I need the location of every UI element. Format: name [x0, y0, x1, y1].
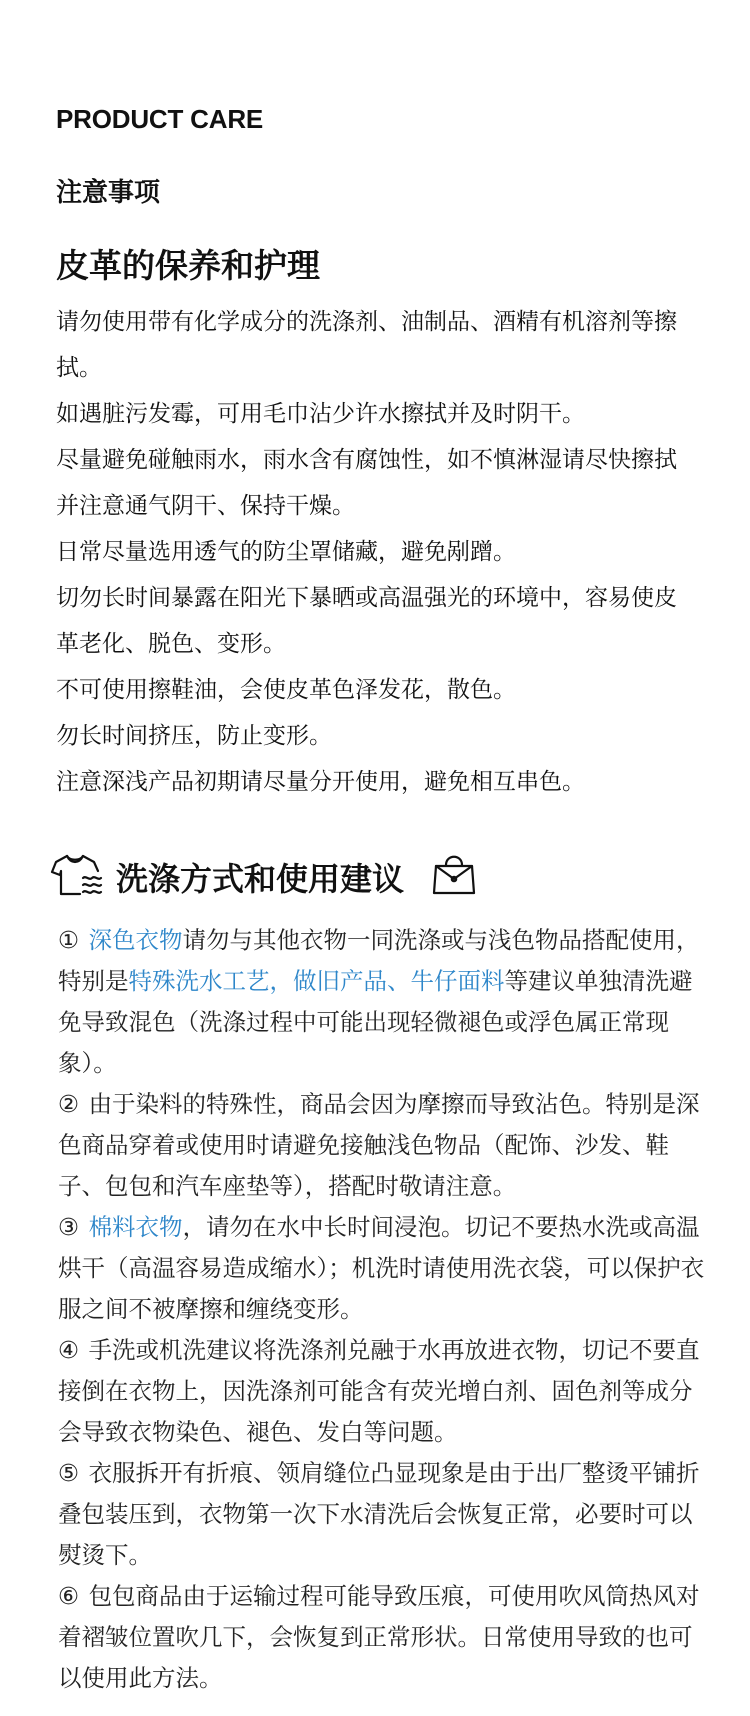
item-text: ，请勿在水中长时间浸泡。切记不要热水洗或高温烘干（高温容易造成缩水）；机洗时请使用洗衣袋，可以保护衣服之间不被摩擦和缠绕变形。	[58, 1213, 705, 1323]
leather-tip: 不可使用擦鞋油，会使皮革色泽发花，散色。	[56, 677, 516, 703]
highlight-text: 棉料衣物	[88, 1213, 183, 1241]
item-text: 等建议单独清洗避免导致混色（洗涤过程中可能出现轻微褪色或浮色属正常现象）。	[58, 967, 693, 1077]
product-care-title: PRODUCT CARE	[56, 104, 264, 134]
item-number: ⑤	[58, 1459, 80, 1487]
item-text: 请勿与其他衣物一同洗涤或与浅色物品搭配使用，特别是	[58, 926, 700, 995]
item-text: 手洗或机洗建议将洗涤剂兑融于水再放进衣物，切记不要直接倒在衣物上，因洗涤剂可能含有荧光增白剂、固色剂等成分会导致衣物染色、褪色、发白等问题。	[58, 1336, 700, 1446]
wash-section-heading	[50, 848, 550, 904]
handbag-icon	[432, 850, 476, 900]
item-text: 由于染料的特殊性，商品会因为摩擦而导致沾色。特别是深色商品穿着或使用时请避免接触浅色物品（配饰、沙发、鞋子、包包和汽车座垫等），搭配时敬请注意。	[58, 1090, 700, 1200]
item-number: ④	[58, 1336, 80, 1364]
item-text: 衣服拆开有折痕、领肩缝位凸显现象是由于出厂整烫平铺折叠包装压到，衣物第一次下水清洗后会恢复正常，必要时可以熨烫下。	[58, 1459, 700, 1569]
leather-tip: 切勿长时间暴露在阳光下暴晒或高温强光的环境中，容易使皮革老化、脱色、变形。	[56, 585, 677, 657]
highlight-text: 深色衣物	[88, 926, 183, 954]
item-number: ③	[58, 1213, 80, 1241]
leather-tip: 日常尽量选用透气的防尘罩储藏，避免剐蹭。	[56, 539, 516, 565]
leather-tip: 注意深浅产品初期请尽量分开使用，避免相互串色。	[56, 769, 585, 795]
leather-tip: 勿长时间挤压，防止变形。	[56, 723, 332, 749]
wash-advice-item	[58, 1207, 706, 1330]
leather-tip: 如遇脏污发霉，可用毛巾沾少许水擦拭并及时阴干。	[56, 401, 585, 427]
item-text: 包包商品由于运输过程可能导致压痕，可使用吹风筒热风对着褶皱位置吹几下，会恢复到正常形状。日常使用导致的也可以使用此方法。	[58, 1582, 700, 1692]
wash-section-title: 洗涤方式和使用建议	[116, 860, 405, 898]
t-shirt-wash-icon	[50, 852, 104, 902]
item-number: ①	[58, 926, 80, 954]
item-number: ⑥	[58, 1582, 80, 1610]
leather-tip: 尽量避免碰触雨水，雨水含有腐蚀性，如不慎淋湿请尽快擦拭并注意通气阴干、保持干燥。	[56, 447, 677, 519]
leather-care-list	[56, 299, 696, 805]
highlight-text: 特殊洗水工艺，做旧产品、牛仔面料	[128, 967, 505, 995]
wash-advice-item	[58, 1576, 706, 1699]
wash-advice-item	[58, 1453, 706, 1576]
notice-title: 注意事项	[56, 178, 161, 208]
leather-tip: 请勿使用带有化学成分的洗涤剂、油制品、酒精有机溶剂等擦拭。	[56, 309, 677, 381]
wash-advice-list	[58, 920, 706, 1699]
leather-care-title: 皮革的保养和护理	[56, 246, 320, 285]
item-number: ②	[58, 1090, 80, 1118]
wash-advice-item	[58, 1330, 706, 1453]
wash-advice-item	[58, 1084, 706, 1207]
wash-advice-item	[58, 920, 706, 1084]
